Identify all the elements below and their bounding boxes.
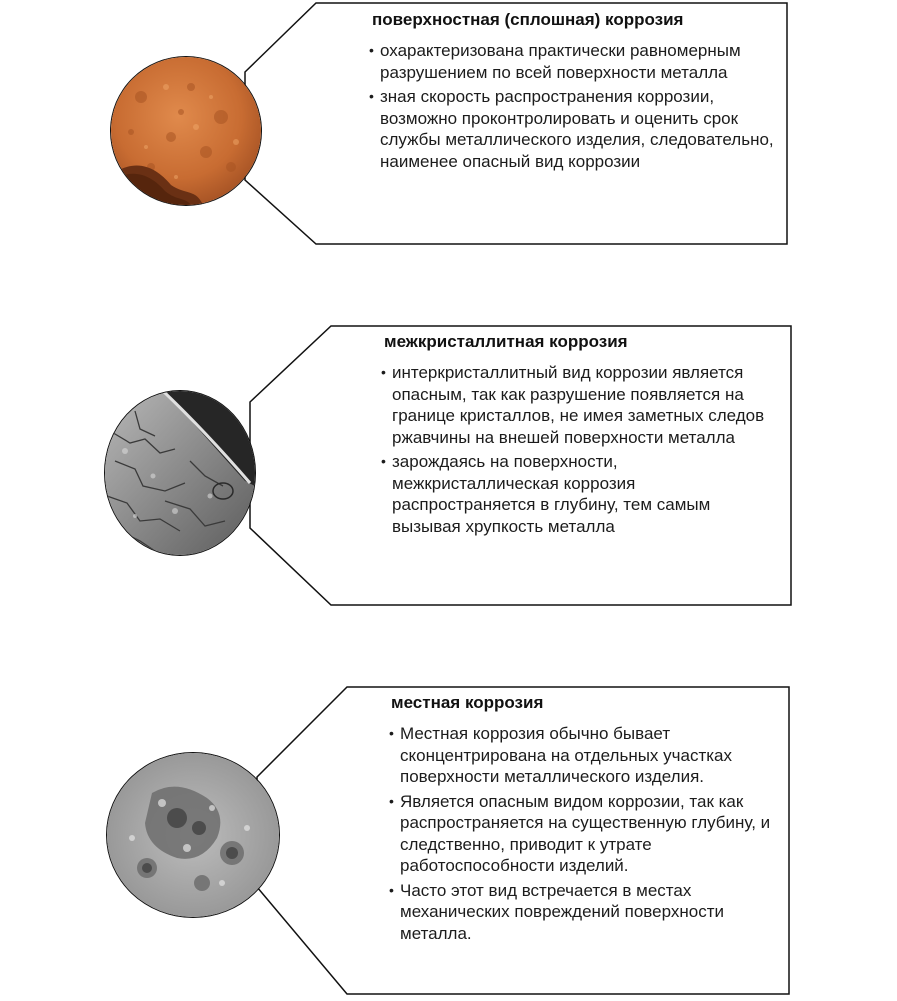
bullet-list	[389, 723, 781, 947]
list-item: • охарактеризована практически равномерным разрушением по всей поверхности металла	[369, 40, 774, 83]
list-item: • Местная коррозия обычно бывает сконцентрирована на отдельных участках поверхности металлического изделия.	[389, 723, 781, 788]
uniform-corrosion-photo	[110, 56, 262, 206]
list-item: • Является опасным видом коррозии, так как распространяется на существенную глубину, и следственно, приводит к утрате работоспособности изделий.	[389, 791, 781, 877]
intergranular-corrosion-photo	[104, 390, 256, 556]
card-title: местная коррозия	[391, 693, 544, 712]
list-item: • Часто этот вид встречается в местах механических повреждений поверхности металла.	[389, 880, 781, 945]
local-corrosion-photo	[106, 752, 280, 918]
card-title: поверхностная (сплошная) коррозия	[372, 10, 684, 29]
list-item: • интеркристаллитный вид коррозии является опасным, так как разрушение появляется на границе кристаллов, не имея заметных следов ржавчины на внешей поверхности металла	[381, 362, 779, 448]
card-title: межкристаллитная коррозия	[384, 332, 628, 351]
list-item: • зная скорость распространения коррозии, возможно проконтролировать и оценить срок службы металлического изделия, следовательно, наименее опасный вид коррозии	[369, 86, 774, 172]
bullet-list	[381, 362, 779, 540]
bullet-list	[369, 40, 774, 175]
list-item: • зарождаясь на поверхности, межкристаллическая коррозия распространяется в глубину, тем самым вызывая хрупкость металла	[381, 451, 779, 537]
